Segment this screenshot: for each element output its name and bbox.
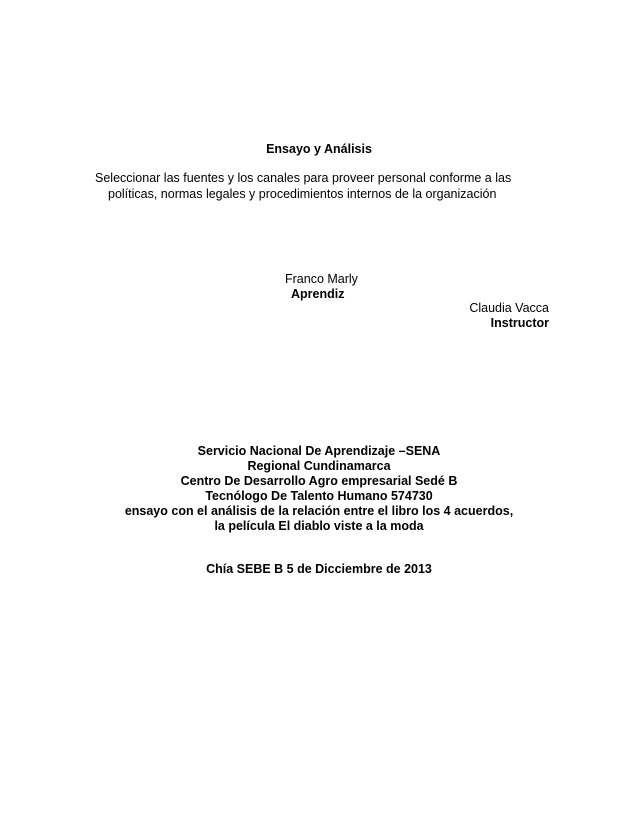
- subject-line-1: Seleccionar las fuentes y los canales para proveer personal conforme a las: [95, 171, 512, 185]
- institution-line: la película El diablo viste a la moda: [214, 519, 424, 533]
- instructor-role: Instructor: [490, 316, 549, 330]
- subject-line-2: políticas, normas legales y procedimientos internos de la organización: [108, 187, 497, 201]
- institution-line: Tecnólogo De Talento Humano 574730: [205, 489, 433, 503]
- institution-line: ensayo con el análisis de la relación entre el libro los 4 acuerdos,: [124, 504, 514, 518]
- document-title: Ensayo y Análisis: [266, 142, 372, 156]
- institution-line: Regional Cundinamarca: [247, 459, 391, 473]
- institution-line: Centro De Desarrollo Agro empresarial Sedé B: [180, 474, 458, 488]
- institution-line: Servicio Nacional De Aprendizaje –SENA: [197, 444, 441, 458]
- student-name: Franco Marly: [285, 272, 358, 286]
- date-line: Chía SEBE B 5 de Dicciembre de 2013: [206, 562, 432, 576]
- instructor-name: Claudia Vacca: [469, 301, 549, 315]
- student-role: Aprendiz: [291, 287, 345, 301]
